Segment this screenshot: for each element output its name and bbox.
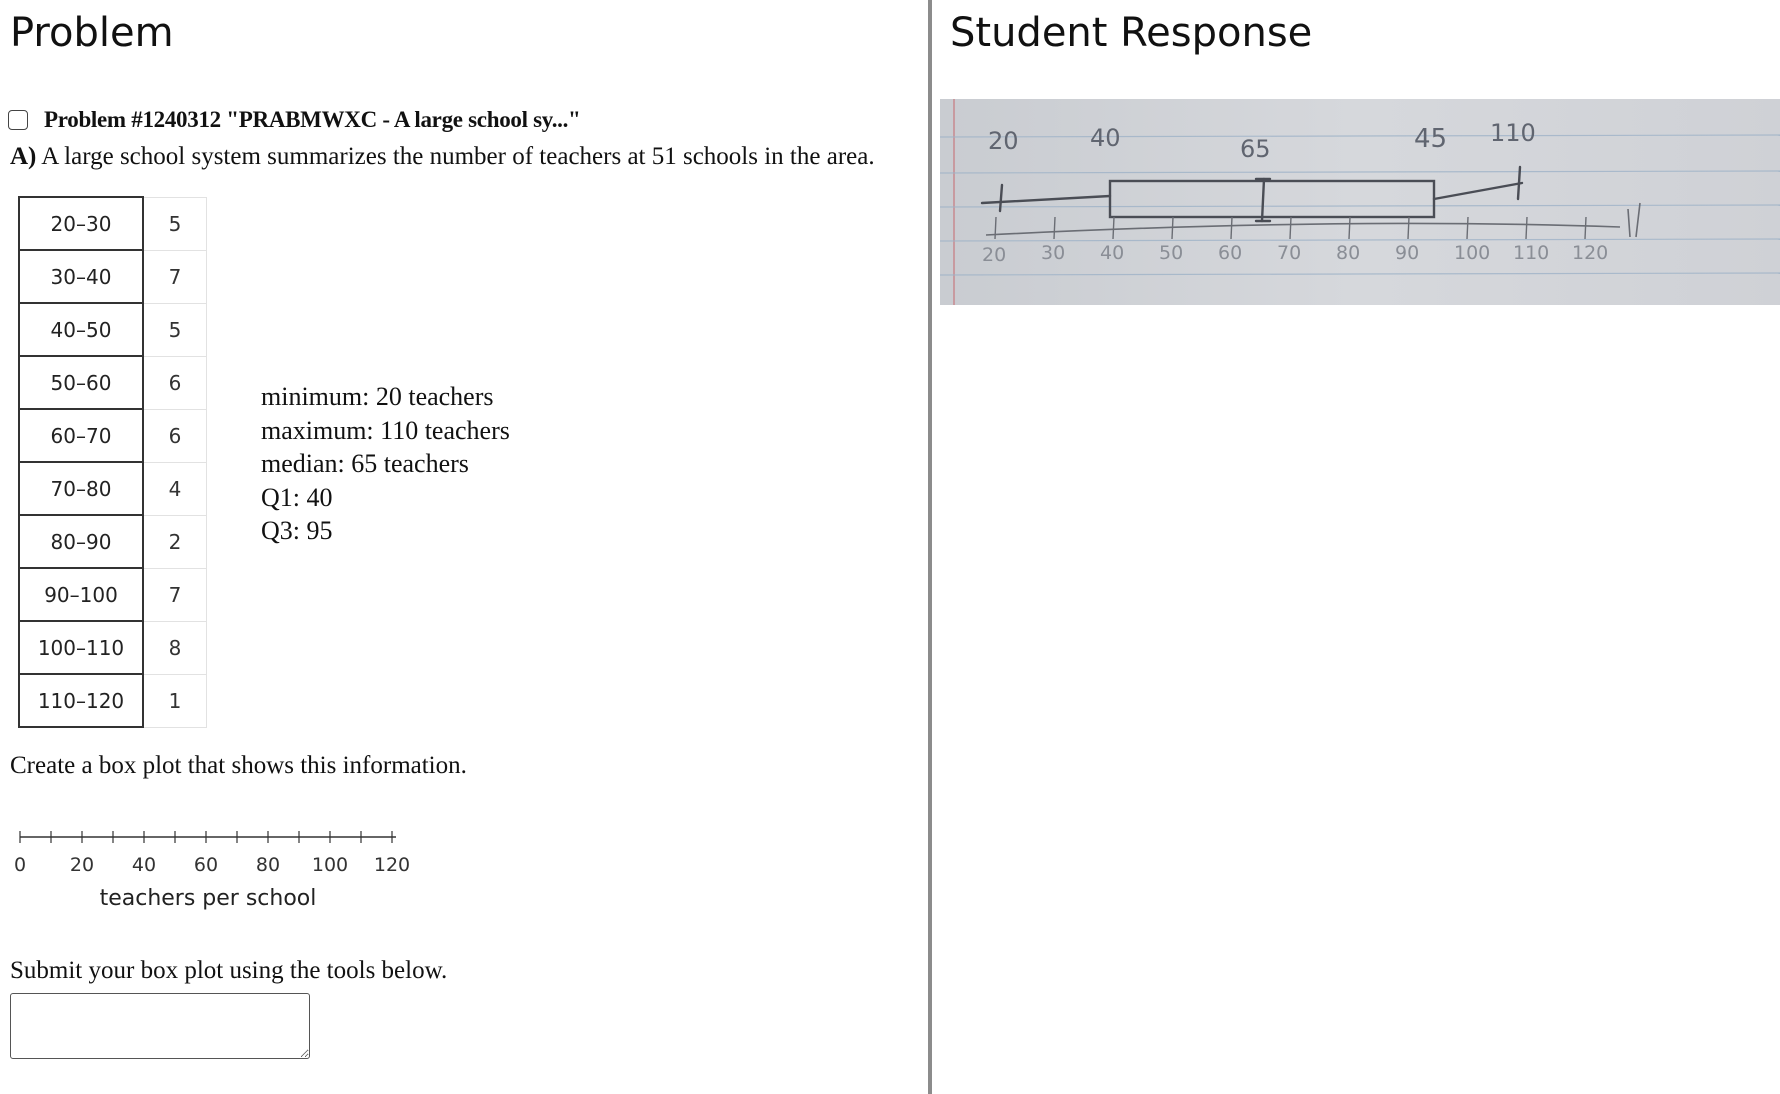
table-range-cell: 100–110: [19, 621, 143, 674]
hw-tick-mark: [1290, 217, 1291, 239]
problem-title-row: [8, 107, 581, 133]
table-range-cell: 70–80: [19, 462, 143, 515]
table-row: [19, 197, 207, 250]
hw-tick-mark: [995, 217, 996, 239]
stat-q3: Q3: 95: [261, 516, 333, 545]
problem-title: Problem #1240312 "PRABMWXC - A large school sy...": [44, 107, 581, 132]
submit-instruction: Submit your box plot using the tools below.: [10, 957, 448, 984]
table-count-cell: 5: [143, 197, 207, 250]
student-response-image: [940, 99, 1780, 305]
hw-tick-label: 80: [1336, 242, 1361, 264]
table-count-cell: 4: [143, 462, 207, 515]
hw-label-min: 20: [988, 127, 1019, 155]
hw-tick-mark: [1467, 217, 1468, 239]
number-line-tick-label: 0: [13, 854, 27, 876]
hw-tick-label: 30: [1041, 242, 1066, 264]
student-response-heading: Student Response: [950, 10, 1313, 56]
stat-median: median: 65 teachers: [261, 449, 469, 478]
table-range-cell: 60–70: [19, 409, 143, 462]
number-line-labels: [14, 854, 410, 876]
table-count-cell: 1: [143, 674, 207, 727]
summary-stats: [261, 380, 510, 548]
number-line-tick-label: 20: [69, 854, 95, 876]
table-count-cell: 7: [143, 568, 207, 621]
hw-tick-mark: [1054, 217, 1055, 239]
table-range-cell: 30–40: [19, 250, 143, 303]
part-a-prompt: [10, 143, 875, 171]
create-instruction: Create a box plot that shows this information.: [10, 752, 467, 779]
table-range-cell: 20–30: [19, 197, 143, 250]
hw-tick-mark: [1349, 217, 1350, 239]
hw-label-q3: 45: [1414, 124, 1448, 154]
answer-textarea[interactable]: [10, 993, 310, 1059]
number-line-tick-label: 80: [255, 854, 281, 876]
hw-tick-mark: [1113, 217, 1114, 239]
table-count-cell: 7: [143, 250, 207, 303]
hw-tick-label: 40: [1100, 242, 1125, 264]
hw-tick-label: 60: [1218, 242, 1243, 264]
number-line-tick-label: 100: [311, 854, 349, 876]
table-row: [19, 356, 207, 409]
hw-tick-mark: [1172, 217, 1173, 239]
number-line-axis-label: teachers per school: [99, 886, 317, 911]
stat-q1: Q1: 40: [261, 482, 333, 512]
number-line-tick-label: 120: [373, 854, 411, 876]
hw-tick-label: 110: [1513, 242, 1550, 264]
table-row: [19, 621, 207, 674]
hw-tick-mark: [1526, 217, 1527, 239]
hw-tick-mark: [1231, 217, 1232, 239]
student-response-panel: [932, 0, 1780, 1094]
hw-tick-label: 70: [1277, 242, 1302, 264]
table-range-cell: 40–50: [19, 303, 143, 356]
table-range-cell: 110–120: [19, 674, 143, 727]
number-line-tick-label: 40: [131, 854, 157, 876]
hw-label-max: 110: [1490, 119, 1536, 147]
frequency-table: [18, 196, 207, 728]
hw-label-median: 65: [1240, 135, 1271, 163]
table-row: [19, 409, 207, 462]
table-range-cell: 80–90: [19, 515, 143, 568]
problem-checkbox[interactable]: [8, 110, 28, 130]
table-range-cell: 50–60: [19, 356, 143, 409]
problem-heading: Problem: [10, 10, 174, 56]
table-range-cell: 90–100: [19, 568, 143, 621]
table-count-cell: 5: [143, 303, 207, 356]
hw-tick-label: 20: [982, 244, 1007, 266]
stat-maximum: maximum: 110 teachers: [261, 415, 510, 445]
part-a-text: A large school system summarizes the number of teachers at 51 schools in the area.: [36, 143, 875, 170]
table-row: [19, 515, 207, 568]
hw-tick-mark: [1408, 217, 1409, 239]
part-a-label: A): [10, 143, 37, 170]
table-row: [19, 303, 207, 356]
hw-tick-label: 100: [1454, 242, 1491, 264]
table-row: [19, 568, 207, 621]
table-count-cell: 6: [143, 356, 207, 409]
table-row: [19, 462, 207, 515]
number-line: [10, 825, 430, 915]
hw-tick-label: 90: [1395, 242, 1420, 264]
table-count-cell: 2: [143, 515, 207, 568]
hw-label-q1: 40: [1090, 124, 1121, 152]
table-row: [19, 674, 207, 727]
hw-tick-label: 120: [1572, 242, 1609, 264]
hw-tick-label: 50: [1159, 242, 1184, 264]
hw-tick-mark: [1585, 217, 1586, 239]
table-row: [19, 250, 207, 303]
stat-minimum: minimum: 20 teachers: [261, 382, 494, 411]
number-line-tick-label: 60: [193, 854, 219, 876]
table-count-cell: 8: [143, 621, 207, 674]
table-count-cell: 6: [143, 409, 207, 462]
